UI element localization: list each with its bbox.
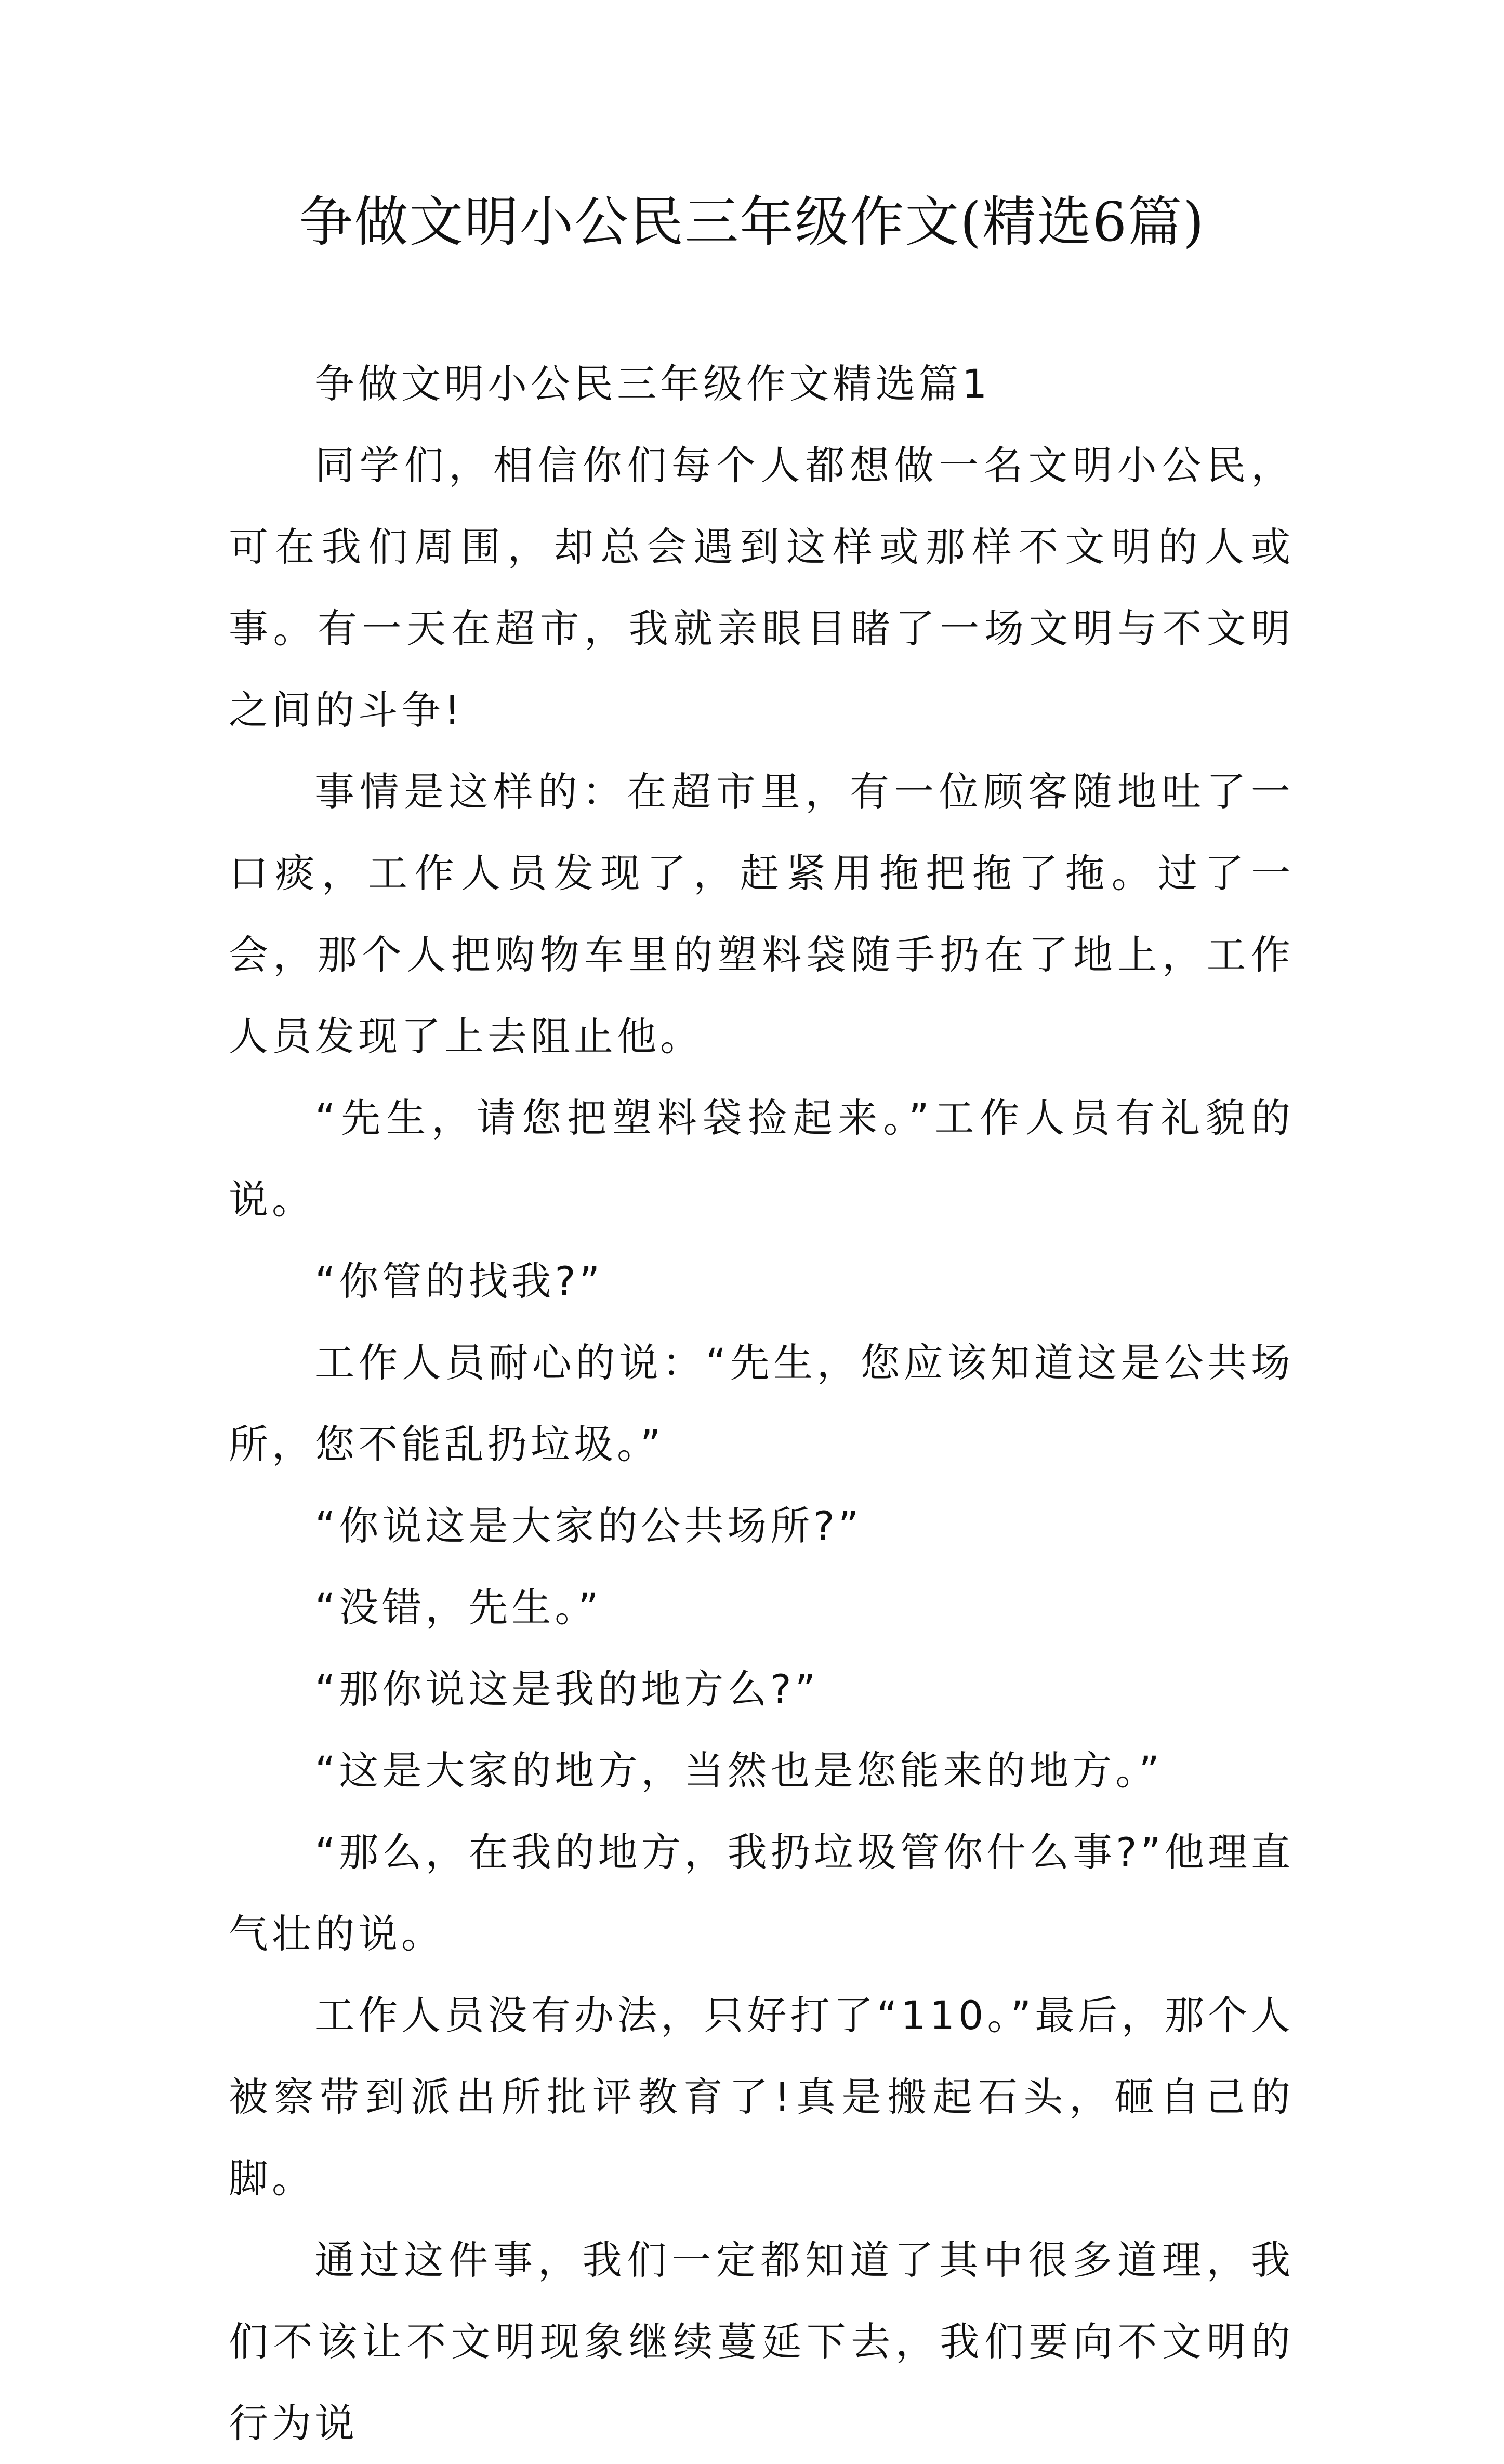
document-body [229,343,1294,2464]
document-title: 争做文明小公民三年级作文(精选6篇) [299,190,1205,254]
paragraph: 工作人员没有办法，只好打了“110。”最后，那个人被察带到派出所批评教育了!真是搬起石头，砸自己的脚。 [229,1992,1294,2202]
paragraph: 工作人员耐心的说：“先生，您应该知道这是公共场所，您不能乱扔垃圾。” [229,1340,1294,1467]
paragraph: “这是大家的地方，当然也是您能来的地方。” [315,1747,1163,1794]
paragraph: “没错，先生。” [315,1584,602,1631]
paragraph: 通过这件事，我们一定都知道了其中很多道理，我们不该让不文明现象继续蔓延下去，我们要向不文明的行为说 [229,2237,1294,2446]
paragraph: 同学们，相信你们每个人都想做一名文明小公民，可在我们周围，却总会遇到这样或那样不文明的人或事。有一天在超市，我就亲眼目睹了一场文明与不文明之间的斗争! [229,442,1294,733]
paragraph: “那你说这是我的地方么?” [315,1666,820,1712]
paragraph: 事情是这样的：在超市里，有一位顾客随地吐了一口痰，工作人员发现了，赶紧用拖把拖了拖。过了一会，那个人把购物车里的塑料袋随手扔在了地上，工作人员发现了上去阻止他。 [229,769,1294,1059]
paragraph: “那么，在我的地方，我扔垃圾管你什么事?”他理直气壮的说。 [229,1829,1294,1957]
paragraph: “先生，请您把塑料袋捡起来。”工作人员有礼貌的说。 [229,1095,1294,1223]
paragraph: “你管的找我?” [315,1258,604,1304]
paragraph: “你说这是大家的公共场所?” [315,1503,863,1549]
section-heading: 争做文明小公民三年级作文精选篇1 [315,361,991,407]
